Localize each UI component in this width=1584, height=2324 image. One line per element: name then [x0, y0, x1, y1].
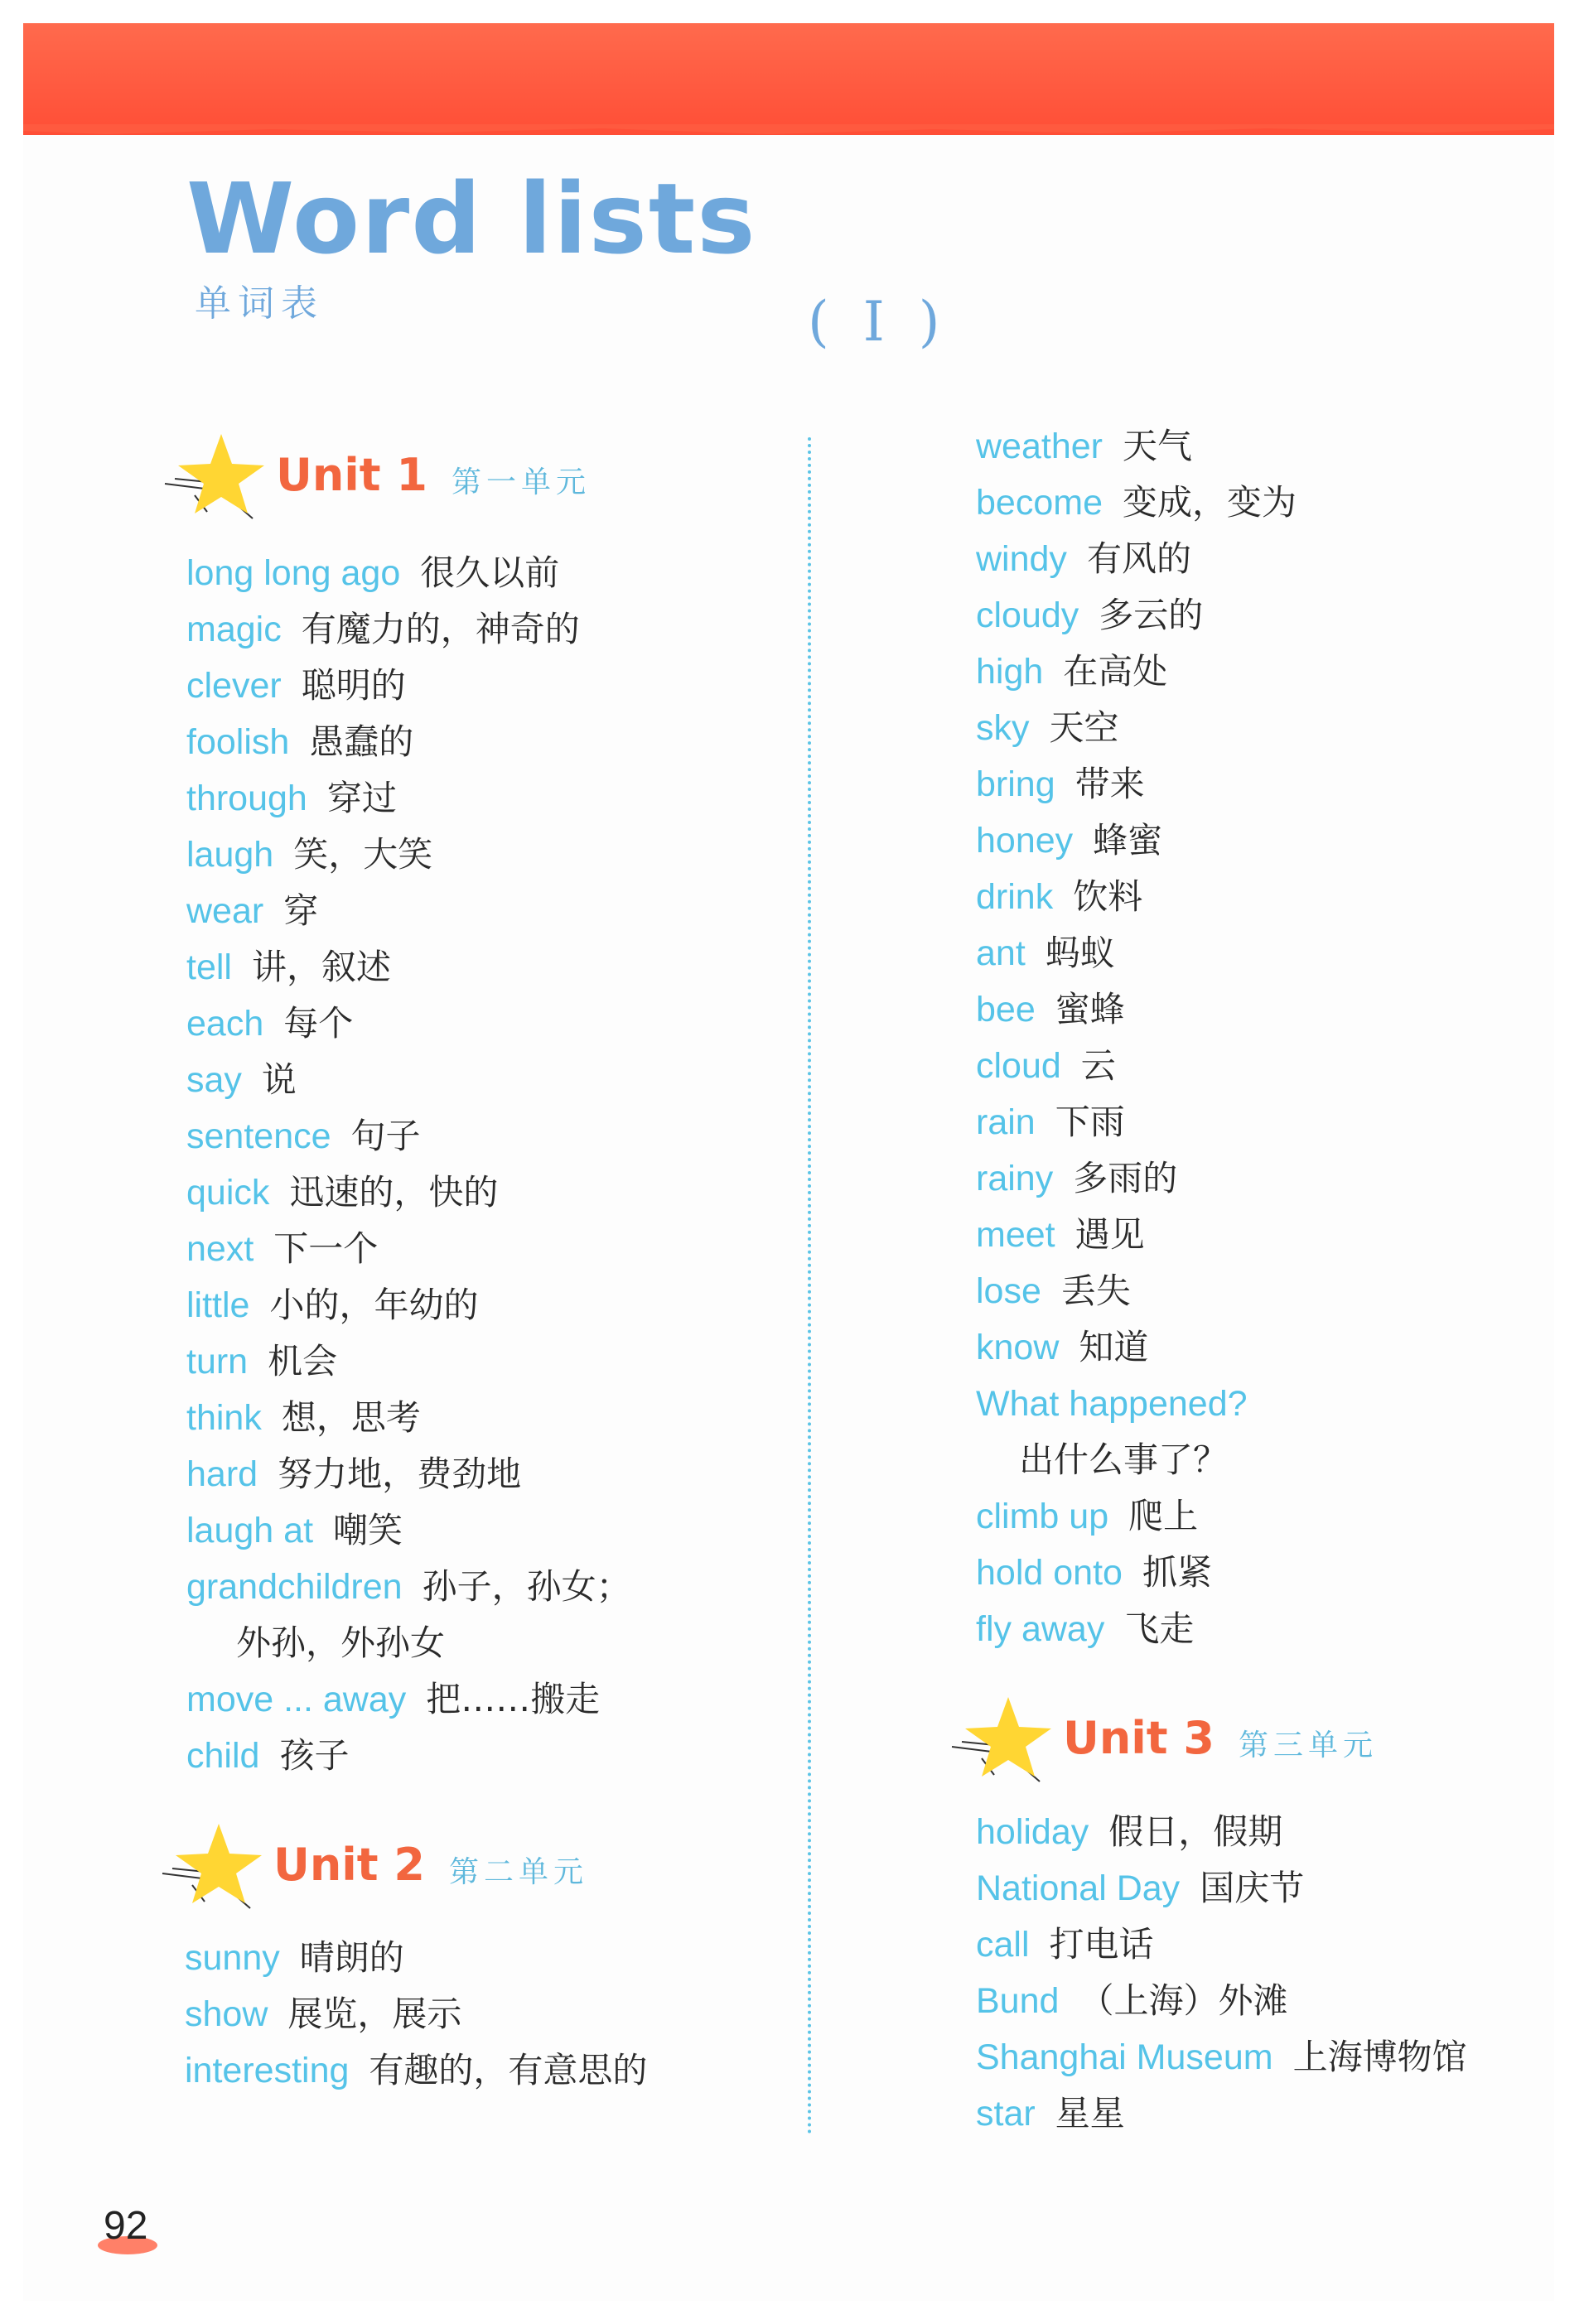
unit-label: Unit 1 [276, 449, 427, 501]
word-entry [976, 1094, 1297, 1150]
word-english: rain [976, 1102, 1036, 1142]
volume-number: ( I ) [808, 290, 949, 354]
word-english: sunny [185, 1938, 280, 1978]
word-english: holiday [976, 1812, 1089, 1852]
word-chinese: 知道 [1079, 1327, 1149, 1367]
word-english: turn [186, 1342, 249, 1381]
word-english: call [976, 1925, 1030, 1965]
unit-label: Unit 2 [273, 1839, 425, 1891]
word-chinese: 讲，叙述 [251, 947, 391, 987]
word-list [976, 1804, 1467, 2142]
banner-torn-edge [23, 124, 1554, 142]
word-entry [186, 1108, 631, 1164]
word-english: quick [186, 1173, 270, 1213]
word-english: next [186, 1229, 254, 1269]
word-english: become [976, 483, 1103, 523]
word-chinese: 飞走 [1124, 1608, 1195, 1649]
word-chinese: 展览，展示 [287, 1994, 462, 2034]
word-chinese: 蜜蜂 [1055, 989, 1125, 1029]
word-chinese: 饮料 [1073, 876, 1143, 917]
word-english: child [186, 1736, 260, 1776]
word-chinese: 努力地，费劲地 [278, 1454, 522, 1494]
word-english: show [185, 1994, 268, 2034]
word-entry [185, 1986, 647, 2042]
word-english: honey [976, 821, 1074, 861]
word-english: grandchildren [186, 1567, 403, 1607]
page-subtitle: 单词表 [195, 282, 324, 325]
word-chinese: 蚂蚁 [1045, 933, 1115, 973]
word-chinese: 抓紧 [1142, 1552, 1212, 1593]
word-entry [186, 1333, 631, 1390]
word-chinese: 在高处 [1063, 651, 1168, 692]
word-english: laugh at [186, 1511, 314, 1550]
word-chinese: 很久以前 [420, 552, 560, 593]
word-entry [976, 1376, 1297, 1432]
word-english: bee [976, 990, 1036, 1029]
word-entry [976, 1804, 1467, 1860]
word-english: drink [976, 877, 1054, 917]
word-entry [186, 1164, 631, 1221]
word-english: each [186, 1004, 264, 1044]
word-english: windy [976, 539, 1067, 579]
star-icon [949, 1694, 1056, 1785]
word-english: star [976, 2094, 1036, 2134]
word-chinese: 穿过 [326, 778, 397, 818]
word-chinese: 多云的 [1099, 595, 1204, 635]
word-chinese: 出什么事了？ [1019, 1439, 1229, 1480]
word-english: tell [186, 947, 232, 987]
word-entry [186, 1559, 631, 1615]
word-entry [976, 756, 1297, 812]
word-chinese: 孩子 [279, 1735, 350, 1776]
word-entry [186, 658, 631, 714]
word-chinese: 蜂蜜 [1093, 820, 1163, 861]
word-entry [976, 475, 1297, 531]
word-list [185, 1930, 647, 2099]
word-entry [185, 1930, 647, 1986]
word-entry [976, 1150, 1297, 1207]
word-english: high [976, 652, 1044, 692]
word-english: long long ago [186, 553, 401, 593]
word-entry [976, 981, 1297, 1038]
unit-label-cn: 第三单元 [1239, 1729, 1379, 1762]
word-english: ant [976, 933, 1026, 973]
word-english: weather [976, 427, 1103, 466]
word-entry [186, 770, 631, 827]
word-entry [186, 1446, 631, 1502]
word-english: What happened? [976, 1384, 1248, 1424]
word-chinese: 迅速的，快的 [289, 1172, 499, 1213]
word-chinese: 带来 [1075, 764, 1145, 804]
word-english: lose [976, 1271, 1041, 1311]
word-chinese: （上海）外滩 [1079, 1980, 1288, 2021]
word-chinese: 想，思考 [281, 1397, 421, 1438]
word-english: hard [186, 1454, 258, 1494]
word-chinese: 嘲笑 [333, 1510, 403, 1550]
word-english: Shanghai Museum [976, 2037, 1273, 2077]
word-english: move ... away [186, 1680, 407, 1719]
word-chinese: 国庆节 [1200, 1868, 1305, 1908]
word-entry [976, 1207, 1297, 1263]
star-icon [162, 431, 269, 522]
word-entry [185, 2042, 647, 2099]
word-english: climb up [976, 1497, 1109, 1536]
word-english: cloud [976, 1046, 1061, 1086]
word-english: magic [186, 610, 282, 649]
word-entry [976, 1545, 1297, 1601]
word-entry-continued [976, 1432, 1297, 1488]
word-chinese: 每个 [283, 1003, 354, 1044]
word-chinese: 把……搬走 [426, 1679, 601, 1719]
word-english: through [186, 779, 307, 818]
word-chinese: 小的，年幼的 [269, 1285, 479, 1325]
word-entry [976, 531, 1297, 587]
word-entry [976, 1860, 1467, 1917]
word-entry [186, 996, 631, 1052]
word-english: laugh [186, 835, 274, 875]
word-chinese: 说 [261, 1059, 297, 1100]
word-entry [976, 1319, 1297, 1376]
word-entry [186, 1728, 631, 1784]
word-entry [976, 812, 1297, 869]
word-chinese: 变成，变为 [1122, 482, 1297, 523]
word-chinese: 下一个 [273, 1228, 379, 1269]
page-title: Word lists [186, 162, 757, 276]
word-english: think [186, 1398, 262, 1438]
word-entry [976, 869, 1297, 925]
word-chinese: 天空 [1049, 707, 1119, 748]
word-entry [186, 545, 631, 601]
word-chinese: 孙子，孙女； [422, 1566, 631, 1607]
word-chinese: 有风的 [1086, 538, 1191, 579]
word-entry-continued [186, 1615, 631, 1671]
word-chinese: 有趣的，有意思的 [369, 2050, 648, 2090]
word-chinese: 爬上 [1128, 1496, 1199, 1536]
unit-header [949, 1694, 1462, 1785]
word-chinese: 机会 [268, 1341, 338, 1381]
word-chinese: 晴朗的 [299, 1937, 404, 1978]
word-chinese: 打电话 [1049, 1924, 1154, 1965]
word-list [186, 545, 631, 1784]
word-entry [976, 700, 1297, 756]
word-entry [976, 418, 1297, 475]
word-chinese: 假日，假期 [1108, 1811, 1283, 1852]
word-english: sky [976, 708, 1030, 748]
word-entry [186, 1671, 631, 1728]
word-entry [976, 1917, 1467, 1973]
word-chinese: 有魔力的，神奇的 [301, 609, 580, 649]
word-entry [186, 1390, 631, 1446]
word-entry [976, 1488, 1297, 1545]
word-entry [976, 2029, 1467, 2085]
word-english: little [186, 1285, 250, 1325]
column-divider [808, 437, 811, 2135]
word-english: cloudy [976, 595, 1079, 635]
word-chinese: 上海博物馆 [1292, 2037, 1467, 2077]
unit-label-cn: 第二单元 [449, 1855, 589, 1889]
word-entry [186, 601, 631, 658]
word-english: clever [186, 666, 282, 706]
word-chinese: 外孙，外孙女 [236, 1622, 446, 1663]
word-entry [976, 587, 1297, 644]
unit-label: Unit 3 [1063, 1712, 1215, 1764]
word-entry [976, 1601, 1297, 1657]
word-entry [186, 827, 631, 883]
unit-header [162, 431, 675, 522]
word-chinese: 星星 [1055, 2093, 1125, 2134]
word-list [976, 418, 1297, 1657]
word-english: wear [186, 891, 264, 931]
word-entry [186, 1277, 631, 1333]
word-english: foolish [186, 722, 290, 762]
page-number: 92 [104, 2204, 148, 2248]
star-icon [159, 1820, 267, 1912]
word-entry [976, 2085, 1467, 2142]
word-english: sentence [186, 1116, 331, 1156]
word-entry [186, 714, 631, 770]
word-chinese: 愚蠢的 [309, 721, 414, 762]
word-chinese: 下雨 [1055, 1102, 1125, 1142]
word-english: know [976, 1328, 1060, 1367]
word-entry [976, 1973, 1467, 2029]
word-entry [976, 644, 1297, 700]
word-entry [186, 883, 631, 939]
word-entry [186, 1502, 631, 1559]
word-entry [976, 1038, 1297, 1094]
word-chinese: 穿 [283, 890, 319, 931]
word-english: meet [976, 1215, 1055, 1255]
word-english: bring [976, 764, 1055, 804]
word-english: Bund [976, 1981, 1060, 2021]
word-english: National Day [976, 1868, 1181, 1908]
word-chinese: 云 [1080, 1045, 1116, 1086]
unit-label-cn: 第一单元 [452, 465, 592, 499]
header-banner [23, 23, 1554, 135]
word-entry [186, 1221, 631, 1277]
word-entry [976, 925, 1297, 981]
word-chinese: 多雨的 [1073, 1158, 1178, 1198]
word-english: fly away [976, 1609, 1105, 1649]
word-chinese: 聪明的 [301, 665, 406, 706]
word-chinese: 遇见 [1075, 1214, 1145, 1255]
word-entry [976, 1263, 1297, 1319]
word-entry [186, 939, 631, 996]
word-chinese: 丢失 [1060, 1270, 1131, 1311]
word-english: rainy [976, 1159, 1054, 1198]
unit-header [159, 1820, 673, 1912]
word-entry [186, 1052, 631, 1108]
word-chinese: 笑，大笑 [293, 834, 433, 875]
word-english: hold onto [976, 1553, 1123, 1593]
word-english: interesting [185, 2051, 350, 2090]
word-english: say [186, 1060, 242, 1100]
word-chinese: 天气 [1122, 426, 1192, 466]
word-chinese: 句子 [350, 1116, 421, 1156]
